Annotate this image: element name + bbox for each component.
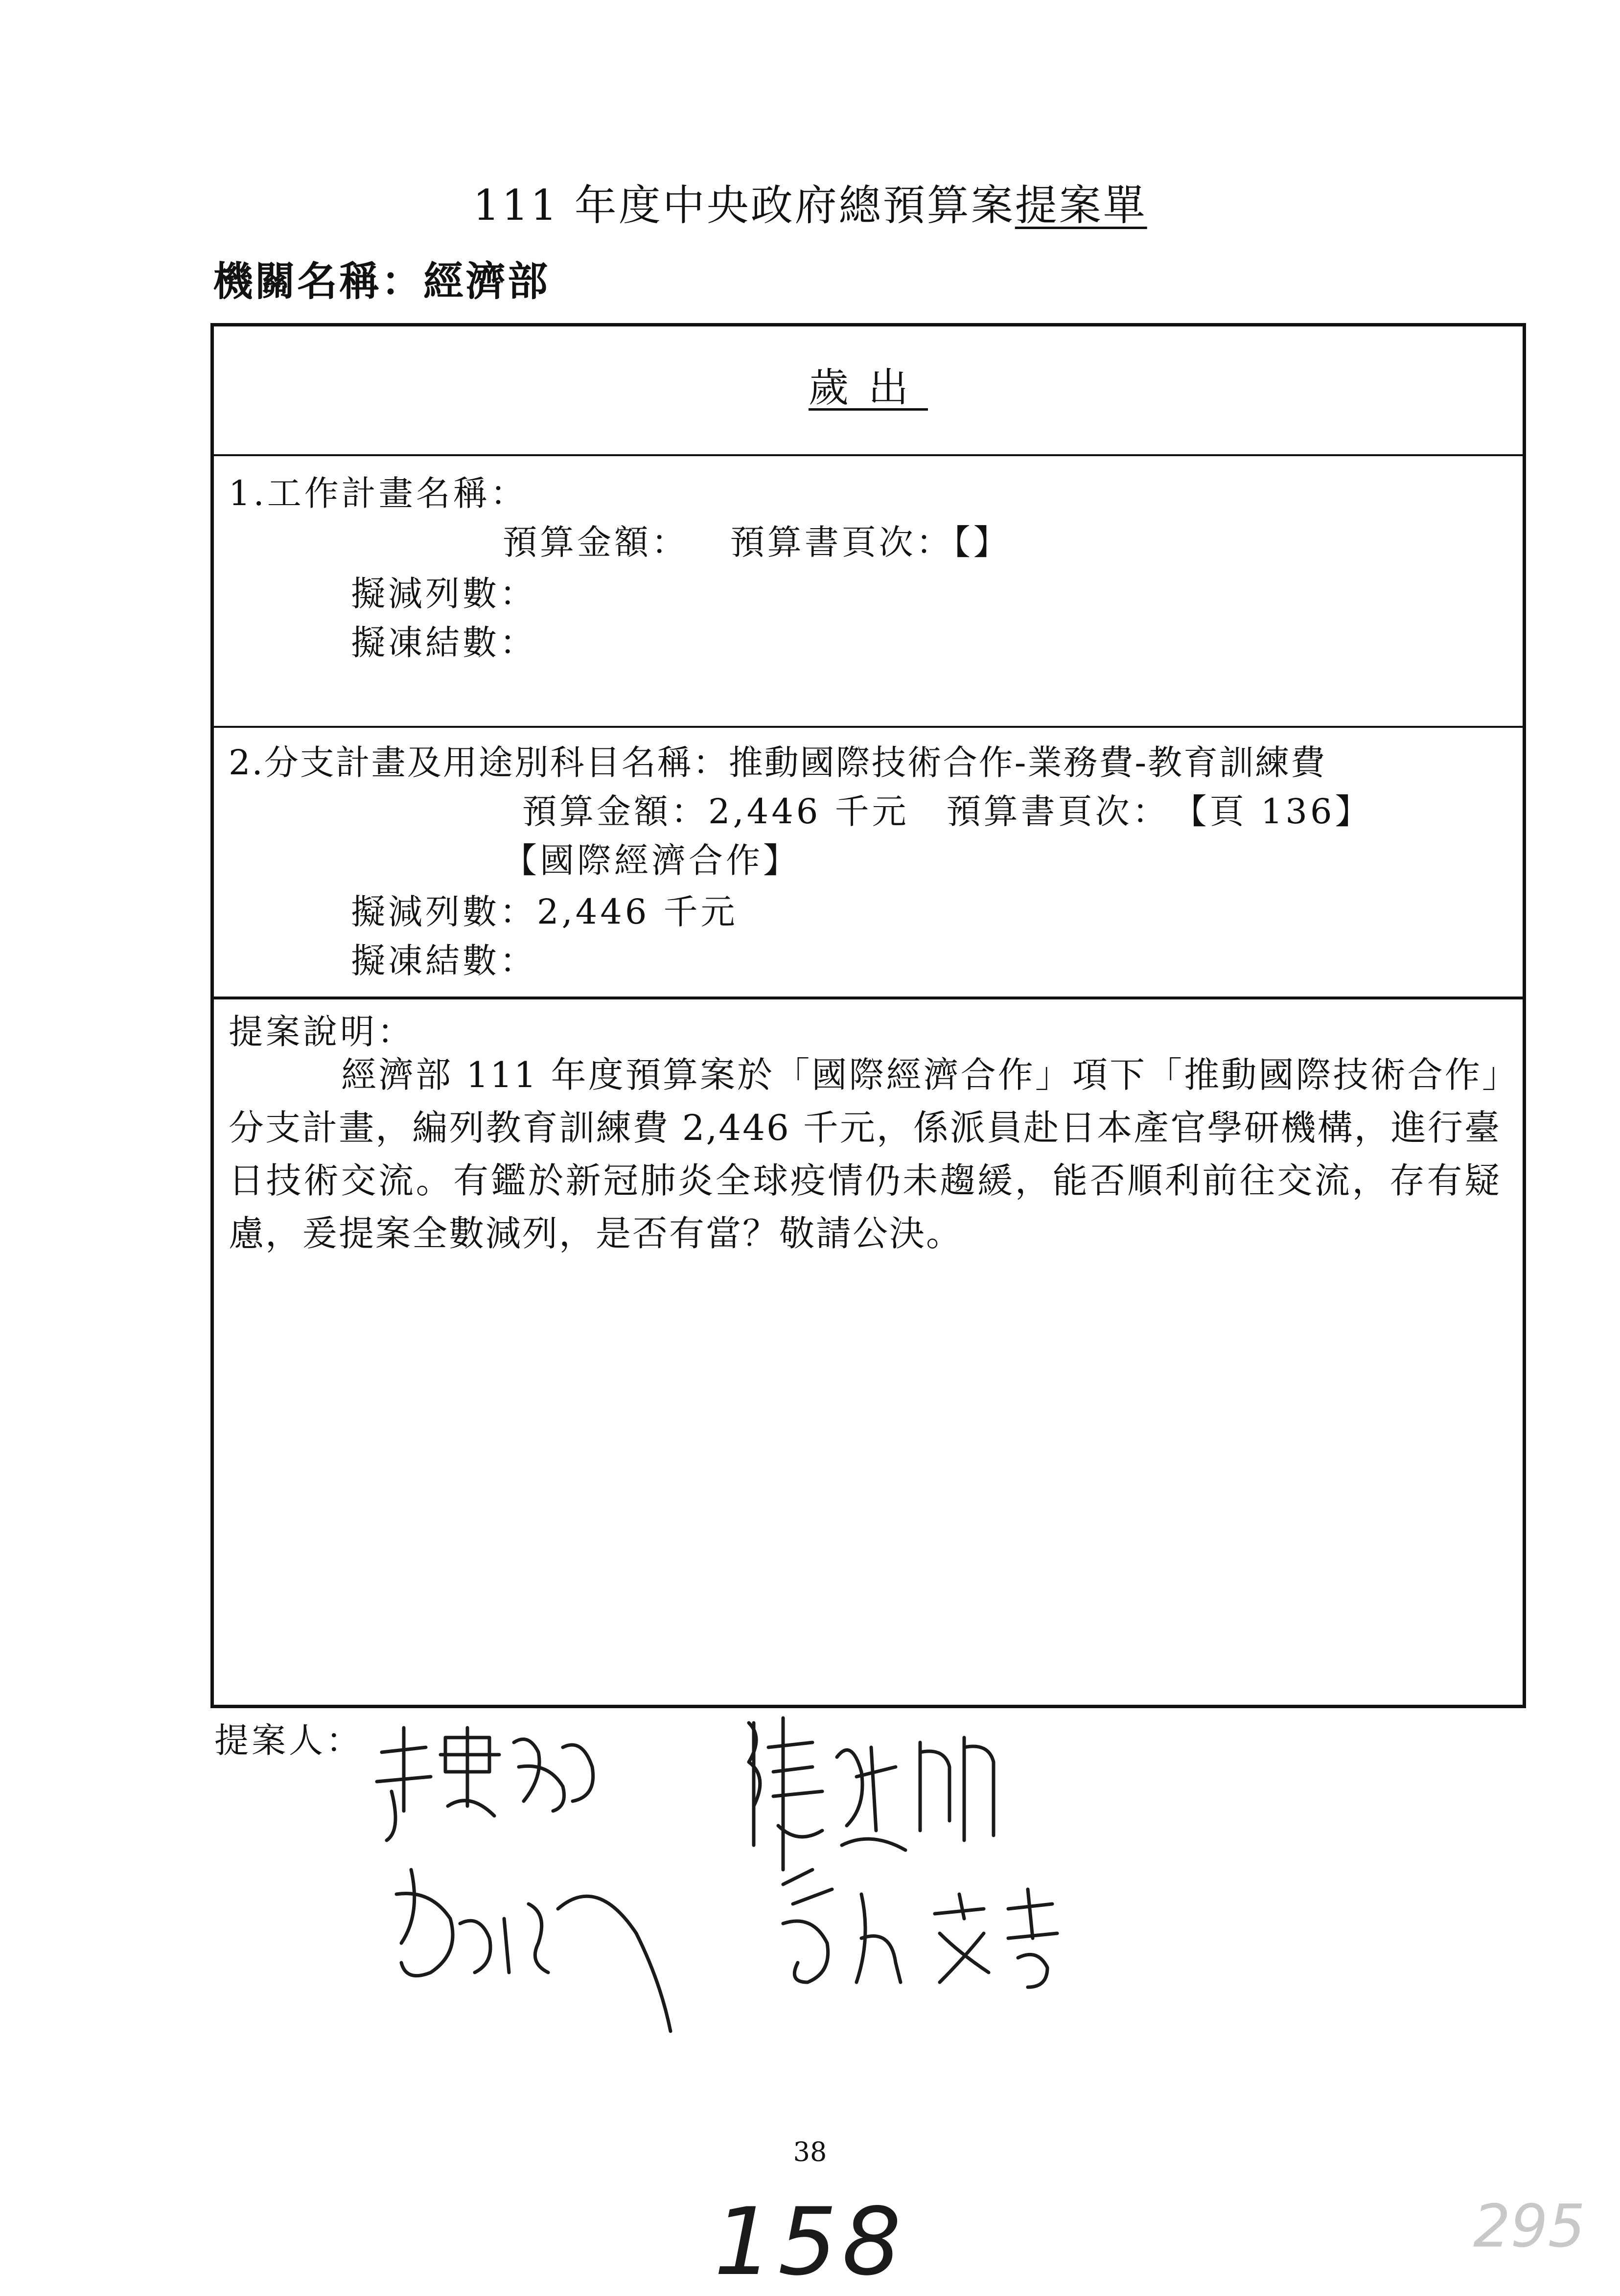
- proposal-table: [210, 323, 1526, 1708]
- item-1-name-label: 1.工作計畫名稱：: [229, 473, 528, 513]
- signature-1: [377, 1728, 593, 1840]
- proposer-label: 提案人：: [214, 1720, 363, 1761]
- title-main: 111 年度中央政府總預算案: [473, 181, 1015, 230]
- explanation-label: 提案說明：: [229, 1012, 415, 1052]
- handwritten-page-number: 158: [714, 2188, 906, 2296]
- section-header-row: [214, 326, 1523, 456]
- explanation-row: [214, 999, 1523, 1705]
- section-header: 歲出: [808, 365, 928, 411]
- title-underlined: 提案單: [1015, 181, 1147, 230]
- item-1-budget-line: 預算金額： 預算書頁次：【】: [503, 522, 1011, 562]
- item-2-name-label: 2.分支計畫及用途別科目名稱：推動國際技術合作-業務費-教育訓練費: [229, 742, 1327, 783]
- signature-3: [396, 1870, 671, 2031]
- item-1-freeze-label: 擬凍結數：: [351, 623, 537, 663]
- item-1-row: [214, 456, 1523, 728]
- explanation-text: 經濟部 111 年度預算案於「國際經濟合作」項下「推動國際技術合作」分支計畫，編列教育訓練費 2,446 千元，係派員赴日本產官學研機構，進行臺日技術交流。有鑑於新冠肺炎全球疫情仍未趨緩，能否順利前往交流，存有疑慮，爰提案全數減列，是否有當？敬請公決。: [229, 1054, 1501, 1254]
- document-title: [0, 171, 1620, 232]
- item-2-budget-line: 預算金額：2,446 千元 預算書頁次： 【頁 136】: [522, 791, 1372, 832]
- page-number: 38: [793, 2136, 827, 2167]
- signature-2: [749, 1718, 994, 1870]
- signature-4: [783, 1870, 1057, 1987]
- item-2-freeze-label: 擬凍結數：: [351, 941, 537, 981]
- item-2-row: [214, 728, 1523, 999]
- item-2-reduce-label: 擬減列數：2,446 千元: [351, 892, 738, 932]
- item-2-category: 【國際經濟合作】: [503, 840, 800, 881]
- agency-name: 機關名稱：經濟部: [213, 258, 550, 305]
- handwritten-signatures: [343, 1708, 1224, 2080]
- faint-handwritten-number: 295: [1473, 2193, 1586, 2261]
- item-1-reduce-label: 擬減列數：: [351, 574, 537, 614]
